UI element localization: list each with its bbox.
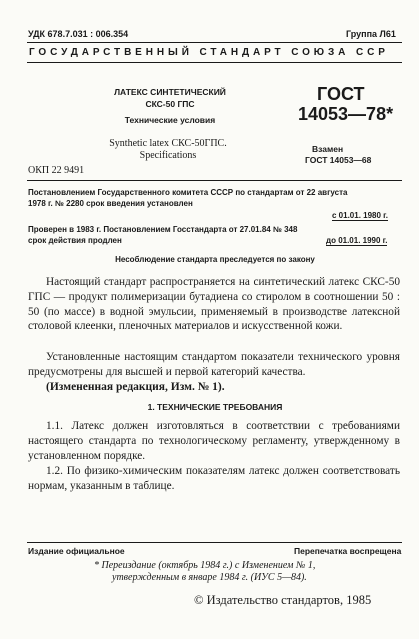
effective-date: с 01.01. 1980 г. <box>332 211 388 220</box>
title-divider <box>27 180 402 181</box>
reissue-note-2: утвержденным в январе 1984 г. (ИУС 5—84). <box>112 572 307 583</box>
decree-line-3: Проверен в 1983 г. Постановлением Госстандарта от 27.01.84 № 348 <box>28 225 298 234</box>
extended-date: до 01.01. 1990 г. <box>326 236 388 245</box>
clause-1-2: 1.2. По физико-химическим показателям латекс должен соответствовать нормам, указанным в таблице. <box>28 465 400 492</box>
clause-1-1: 1.1. Латекс должен изготовляться в соответствии с требованиями настоящего стандарта по технологическому регламенту, утвержденному в установленном порядке. <box>28 420 400 462</box>
title-en-line-1: Synthetic latex СКС-50ГПС. <box>109 138 227 149</box>
replaces-label: Взамен <box>312 144 344 154</box>
section-heading: 1. ТЕХНИЧЕСКИЕ ТРЕБОВАНИЯ <box>147 402 283 412</box>
decree-line-1: Постановлением Государственного комитета СССР по стандартам от 22 августа <box>28 188 348 197</box>
replaces-standard: ГОСТ 14053—68 <box>305 155 372 165</box>
group-code: Группа Л61 <box>346 29 396 39</box>
intro-paragraph-1: Настоящий стандарт распространяется на синтетический латекс СКС-50 ГПС — продукт полимеризации бутадиена со стиролом в соотношении 50 : 50 (по массе) в водной эмульсии, применяемый в производстве латексной столовой клеенки, пленочных материалов и искусственной кожи. <box>28 276 400 333</box>
title-ru-line-1: ЛАТЕКС СИНТЕТИЧЕСКИЙ <box>114 87 226 97</box>
amendment-note: (Измененная редакция, Изм. № 1). <box>46 381 225 393</box>
title-ru-subtitle: Технические условия <box>124 115 216 125</box>
official-edition: Издание официальное <box>28 546 125 556</box>
title-en-line-2: Specifications <box>139 150 197 161</box>
intro-paragraph-2: Установленные настоящим стандартом показатели технического уровня предусмотрены для высшей и первой категорий качества. <box>28 351 400 378</box>
footer-rule <box>27 542 402 543</box>
reissue-note-1: * Переиздание (октябрь 1984 г.) с Изменением № 1, <box>94 560 316 571</box>
standard-banner: ГОСУДАРСТВЕННЫЙ СТАНДАРТ СОЮЗА ССР <box>29 47 389 58</box>
header-rule-bottom <box>27 62 402 63</box>
gost-number: 14053—78* <box>298 104 394 124</box>
title-ru-line-2: СКС-50 ГПС <box>145 99 195 109</box>
header-rule-top <box>27 42 402 43</box>
legal-notice: Несоблюдение стандарта преследуется по закону <box>115 255 315 264</box>
gost-label: ГОСТ <box>317 84 365 104</box>
copyright: © Издательство стандартов, 1985 <box>194 593 372 607</box>
okp-code: ОКП 22 9491 <box>28 165 85 176</box>
reprint-prohibited: Перепечатка воспрещена <box>294 546 402 556</box>
decree-line-2: 1978 г. № 2280 срок введения установлен <box>28 199 193 208</box>
decree-line-4: срок действия продлен <box>28 236 122 245</box>
udk-code: УДК 678.7.031 : 006.354 <box>28 29 129 39</box>
